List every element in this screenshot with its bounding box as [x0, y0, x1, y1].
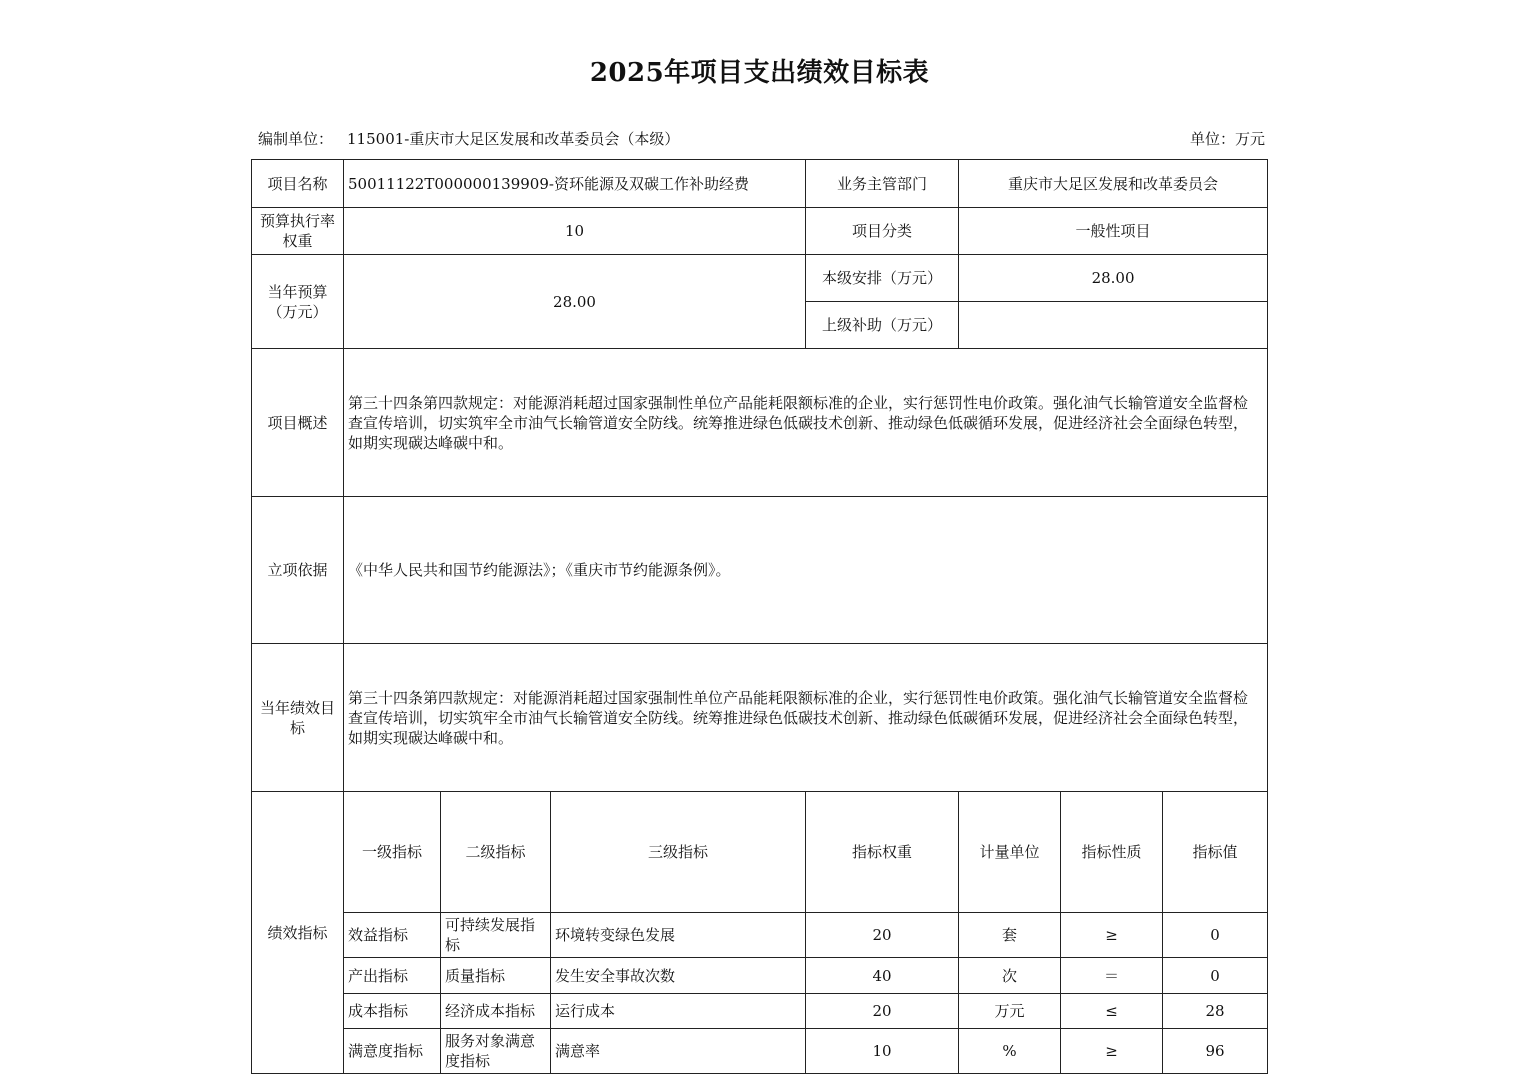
project-name-label: 项目名称 — [252, 160, 344, 208]
budget-label: 当年预算（万元） — [252, 255, 344, 349]
overview-label: 项目概述 — [252, 349, 344, 497]
indicator-unit: 套 — [959, 913, 1061, 958]
indicators-section-label: 绩效指标 — [252, 792, 344, 1074]
indicator-level3: 发生安全事故次数 — [551, 958, 806, 994]
indicator-level3: 满意率 — [551, 1029, 806, 1074]
overview-text: 第三十四条第四款规定：对能源消耗超过国家强制性单位产品能耗限额标准的企业，实行惩罚性电价政策。强化油气长输管道安全监督检查宣传培训，切实筑牢全市油气长输管道安全防线。统筹推进绿色低碳技术创新、推动绿色低碳循环发展，促进经济社会全面绿色转型，如期实现碳达峰碳中和。 — [344, 349, 1268, 497]
indicator-value: 28 — [1163, 994, 1268, 1029]
indicator-col-header: 二级指标 — [441, 792, 551, 913]
indicator-level1: 满意度指标 — [344, 1029, 441, 1074]
local-label: 本级安排（万元） — [806, 255, 959, 302]
row-overview — [252, 349, 1268, 497]
project-name-value: 50011122T000000139909-资环能源及双碳工作补助经费 — [344, 160, 806, 208]
row-basis — [252, 497, 1268, 644]
indicator-level2: 可持续发展指标 — [441, 913, 551, 958]
row-goal — [252, 644, 1268, 792]
indicator-col-header: 指标值 — [1163, 792, 1268, 913]
table-row — [252, 1029, 1268, 1074]
indicator-unit: % — [959, 1029, 1061, 1074]
row-budget-local — [252, 255, 1268, 302]
goal-text: 第三十四条第四款规定：对能源消耗超过国家强制性单位产品能耗限额标准的企业，实行惩罚性电价政策。强化油气长输管道安全监督检查宣传培训，切实筑牢全市油气长输管道安全防线。统筹推进绿色低碳技术创新、推动绿色低碳循环发展，促进经济社会全面绿色转型，如期实现碳达峰碳中和。 — [344, 644, 1268, 792]
dept-label: 业务主管部门 — [806, 160, 959, 208]
upper-label: 上级补助（万元） — [806, 302, 959, 349]
indicator-col-header: 一级指标 — [344, 792, 441, 913]
basis-label: 立项依据 — [252, 497, 344, 644]
indicator-unit: 次 — [959, 958, 1061, 994]
exec-rate-label: 预算执行率权重 — [252, 208, 344, 255]
indicator-col-header: 指标权重 — [806, 792, 959, 913]
category-value: 一般性项目 — [959, 208, 1268, 255]
indicator-level1: 效益指标 — [344, 913, 441, 958]
indicator-weight: 20 — [806, 913, 959, 958]
goal-label: 当年绩效目标 — [252, 644, 344, 792]
indicator-weight: 20 — [806, 994, 959, 1029]
indicator-unit: 万元 — [959, 994, 1061, 1029]
table-row — [252, 958, 1268, 994]
indicator-level2: 质量指标 — [441, 958, 551, 994]
indicator-nature: ≤ — [1061, 994, 1163, 1029]
local-value: 28.00 — [959, 255, 1268, 302]
indicator-nature: ≥ — [1061, 913, 1163, 958]
compiling-unit-value: 115001-重庆市大足区发展和改革委员会（本级） — [347, 130, 680, 148]
compiling-unit-label: 编制单位： — [258, 130, 334, 148]
indicator-value: 0 — [1163, 913, 1268, 958]
indicator-col-header: 指标性质 — [1061, 792, 1163, 913]
performance-target-table — [251, 159, 1268, 1074]
table-row — [252, 913, 1268, 958]
indicator-value: 96 — [1163, 1029, 1268, 1074]
indicator-header-row — [252, 792, 1268, 913]
indicator-level2: 经济成本指标 — [441, 994, 551, 1029]
upper-value — [959, 302, 1268, 349]
dept-value: 重庆市大足区发展和改革委员会 — [959, 160, 1268, 208]
indicator-level1: 产出指标 — [344, 958, 441, 994]
indicator-level3: 环境转变绿色发展 — [551, 913, 806, 958]
indicator-col-header: 计量单位 — [959, 792, 1061, 913]
indicator-value: 0 — [1163, 958, 1268, 994]
basis-text: 《中华人民共和国节约能源法》；《重庆市节约能源条例》。 — [344, 497, 1268, 644]
indicator-nature: ≥ — [1061, 1029, 1163, 1074]
indicator-weight: 10 — [806, 1029, 959, 1074]
indicator-level1: 成本指标 — [344, 994, 441, 1029]
table-row — [252, 994, 1268, 1029]
compiling-unit — [258, 128, 679, 149]
exec-rate-value: 10 — [344, 208, 806, 255]
indicator-col-header: 三级指标 — [551, 792, 806, 913]
indicator-level3: 运行成本 — [551, 994, 806, 1029]
category-label: 项目分类 — [806, 208, 959, 255]
currency-unit: 单位：万元 — [1189, 130, 1265, 148]
indicator-nature: ＝ — [1061, 958, 1163, 994]
indicator-level2: 服务对象满意度指标 — [441, 1029, 551, 1074]
row-project-name — [252, 160, 1268, 208]
row-exec-rate — [252, 208, 1268, 255]
indicator-weight: 40 — [806, 958, 959, 994]
budget-value: 28.00 — [344, 255, 806, 349]
page-title: 2025年项目支出绩效目标表 — [589, 58, 930, 88]
